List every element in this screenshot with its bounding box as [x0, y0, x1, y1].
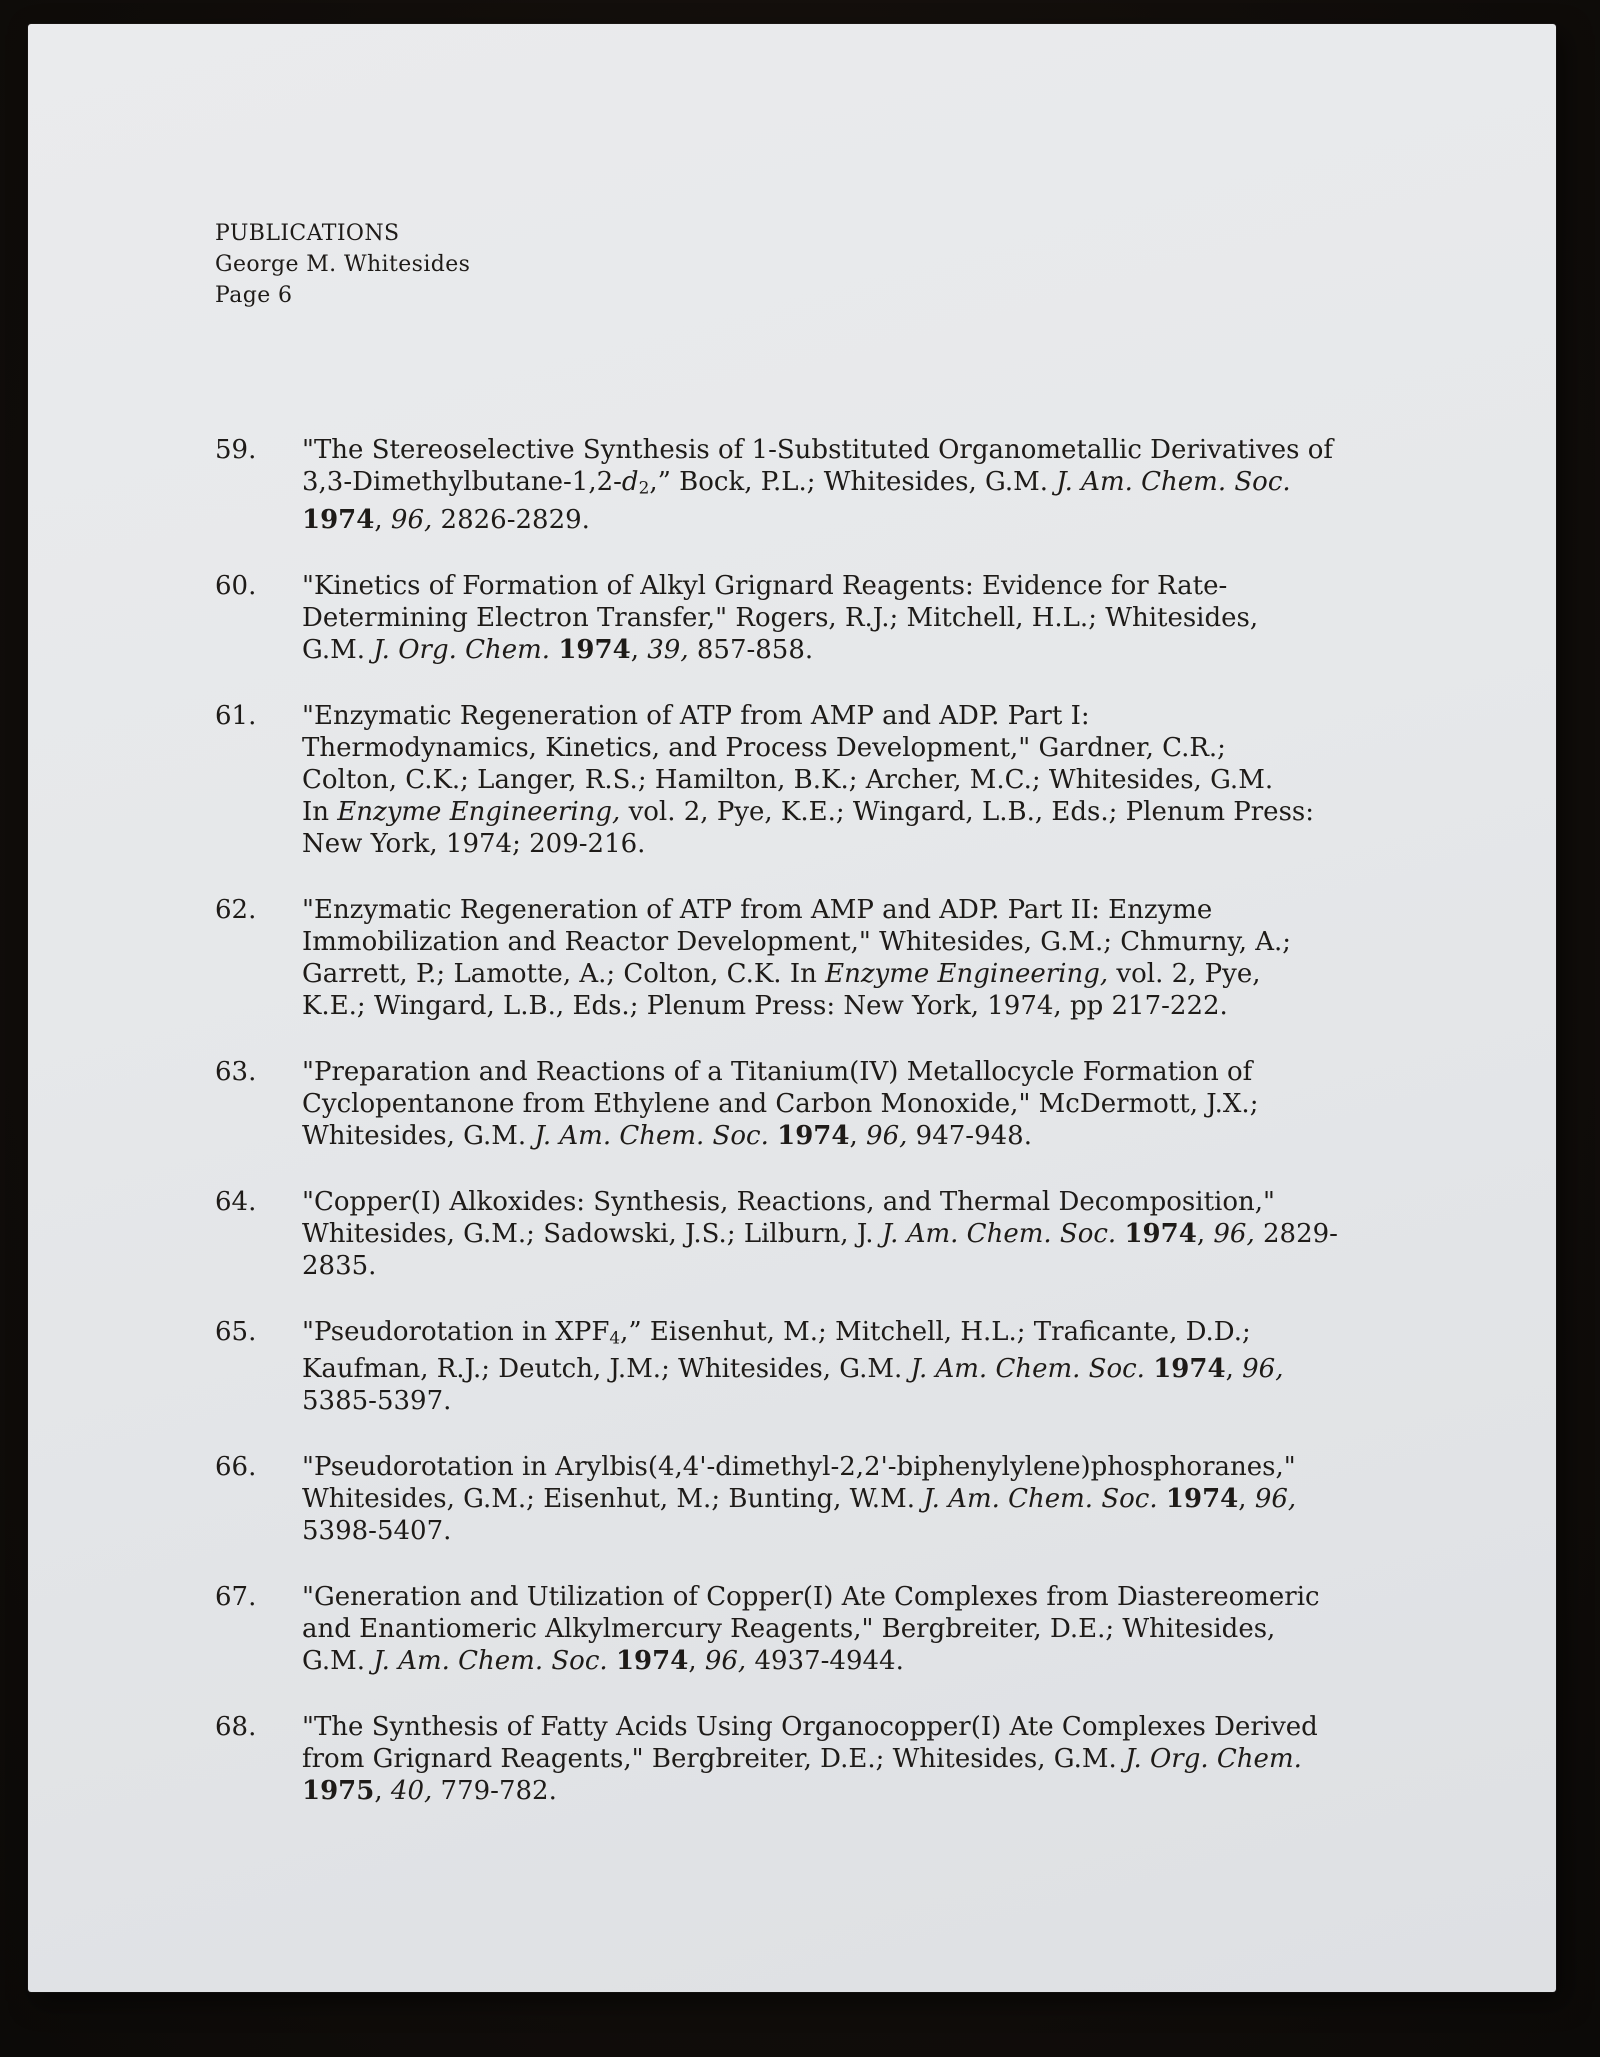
publication-entry: [215, 700, 1495, 860]
entry-text: [302, 434, 1495, 536]
publication-entry: [215, 1186, 1495, 1282]
entry-line: 1975, 40, 779-782.: [302, 1776, 557, 1807]
entry-number: 64.: [215, 1186, 257, 1217]
publication-entry: [215, 1711, 1495, 1807]
entry-line: Whitesides, G.M. J. Am. Chem. Soc. 1974, 96, 947-948.: [302, 1120, 1032, 1151]
header-page-number: Page 6: [215, 283, 293, 308]
publication-entry: [215, 1451, 1495, 1547]
document-page: [28, 24, 1556, 1992]
entry-line: "Copper(I) Alkoxides: Synthesis, Reactions, and Thermal Decomposition,": [302, 1186, 1275, 1217]
entry-number: 59.: [215, 435, 257, 465]
entry-number: 63.: [215, 1056, 257, 1087]
entry-line: "Enzymatic Regeneration of ATP from AMP and ADP. Part II: Enzyme: [302, 894, 1213, 925]
entry-line: Whitesides, G.M.; Sadowski, J.S.; Lilburn, J. J. Am. Chem. Soc. 1974, 96, 2829-: [302, 1218, 1338, 1249]
entry-line: "Kinetics of Formation of Alkyl Grignard Reagents: Evidence for Rate-: [302, 570, 1228, 601]
entry-line: G.M. J. Am. Chem. Soc. 1974, 96, 4937-4944.: [302, 1646, 904, 1677]
entry-number: 67.: [215, 1582, 257, 1613]
entry-line: Thermodynamics, Kinetics, and Process Development," Gardner, C.R.;: [302, 732, 1226, 763]
publication-entry: [215, 894, 1495, 1022]
publication-entry: [215, 1056, 1495, 1152]
entry-line: "The Stereoselective Synthesis of 1-Substituted Organometallic Derivatives of: [302, 435, 1334, 465]
entry-text: [302, 1581, 1495, 1677]
publication-entry: [215, 1316, 1495, 1418]
entry-line: 1974, 96, 2826-2829.: [302, 504, 590, 535]
entry-text: [302, 1316, 1495, 1418]
publication-entry: [215, 570, 1495, 666]
document-header: [215, 218, 470, 311]
entry-text: [302, 570, 1495, 666]
entry-text: [302, 700, 1495, 860]
header-author: George M. Whitesides: [215, 252, 471, 277]
entry-number: 61.: [215, 700, 257, 731]
entry-line: Garrett, P.; Lamotte, A.; Colton, C.K. In Enzyme Engineering, vol. 2, Pye,: [302, 958, 1261, 989]
entry-line: 2835.: [302, 1250, 377, 1281]
header-title: PUBLICATIONS: [215, 221, 400, 246]
entry-text: [302, 894, 1495, 1022]
publication-entry: [215, 1581, 1495, 1677]
entry-line: from Grignard Reagents," Bergbreiter, D.E.; Whitesides, G.M. J. Org. Chem.: [302, 1744, 1302, 1775]
entry-line: Whitesides, G.M.; Eisenhut, M.; Bunting, W.M. J. Am. Chem. Soc. 1974, 96,: [302, 1484, 1297, 1515]
entry-line: "The Synthesis of Fatty Acids Using Organocopper(I) Ate Complexes Derived: [302, 1712, 1318, 1743]
entry-line: Cyclopentanone from Ethylene and Carbon Monoxide," McDermott, J.X.;: [302, 1088, 1259, 1119]
entry-line: and Enantiomeric Alkylmercury Reagents," Bergbreiter, D.E.; Whitesides,: [302, 1614, 1276, 1645]
entry-text: [302, 1186, 1495, 1282]
entry-text: [302, 1056, 1495, 1152]
entry-number: 62.: [215, 894, 257, 925]
entry-line: New York, 1974; 209-216.: [302, 828, 646, 859]
entry-number: 65.: [215, 1316, 257, 1347]
entry-line: Immobilization and Reactor Development," Whitesides, G.M.; Chmurny, A.;: [302, 926, 1292, 957]
publication-entry: [215, 434, 1495, 536]
entry-line: In Enzyme Engineering, vol. 2, Pye, K.E.; Wingard, L.B., Eds.; Plenum Press:: [302, 796, 1315, 827]
entry-line: 5385-5397.: [302, 1386, 452, 1417]
entry-line: Determining Electron Transfer," Rogers, R.J.; Mitchell, H.L.; Whitesides,: [302, 602, 1259, 633]
entry-line: Colton, C.K.; Langer, R.S.; Hamilton, B.K.; Archer, M.C.; Whitesides, G.M.: [302, 764, 1274, 795]
entry-line: Kaufman, R.J.; Deutch, J.M.; Whitesides, G.M. J. Am. Chem. Soc. 1974, 96,: [302, 1354, 1284, 1385]
publication-list: [215, 434, 1495, 1841]
entry-line: "Generation and Utilization of Copper(I) Ate Complexes from Diastereomeric: [302, 1582, 1320, 1613]
entry-number: 68.: [215, 1712, 257, 1743]
entry-line: K.E.; Wingard, L.B., Eds.; Plenum Press: New York, 1974, pp 217-222.: [302, 990, 1228, 1021]
entry-text: [302, 1451, 1495, 1547]
entry-line: "Preparation and Reactions of a Titanium(IV) Metallocycle Formation of: [302, 1056, 1253, 1087]
entry-line: "Enzymatic Regeneration of ATP from AMP and ADP. Part I:: [302, 700, 1090, 731]
entry-line: 5398-5407.: [302, 1516, 452, 1547]
entry-line: G.M. J. Org. Chem. 1974, 39, 857-858.: [302, 634, 814, 665]
entry-text: [302, 1711, 1495, 1807]
entry-line: "Pseudorotation in XPF4,” Eisenhut, M.; Mitchell, H.L.; Traficante, D.D.;: [302, 1316, 1251, 1348]
entry-number: 66.: [215, 1452, 257, 1483]
entry-number: 60.: [215, 570, 257, 601]
entry-line: 3,3-Dimethylbutane-1,2-d2,” Bock, P.L.; Whitesides, G.M. J. Am. Chem. Soc.: [302, 467, 1291, 498]
entry-line: "Pseudorotation in Arylbis(4,4'-dimethyl-2,2'-biphenylylene)phosphoranes,": [302, 1452, 1296, 1483]
